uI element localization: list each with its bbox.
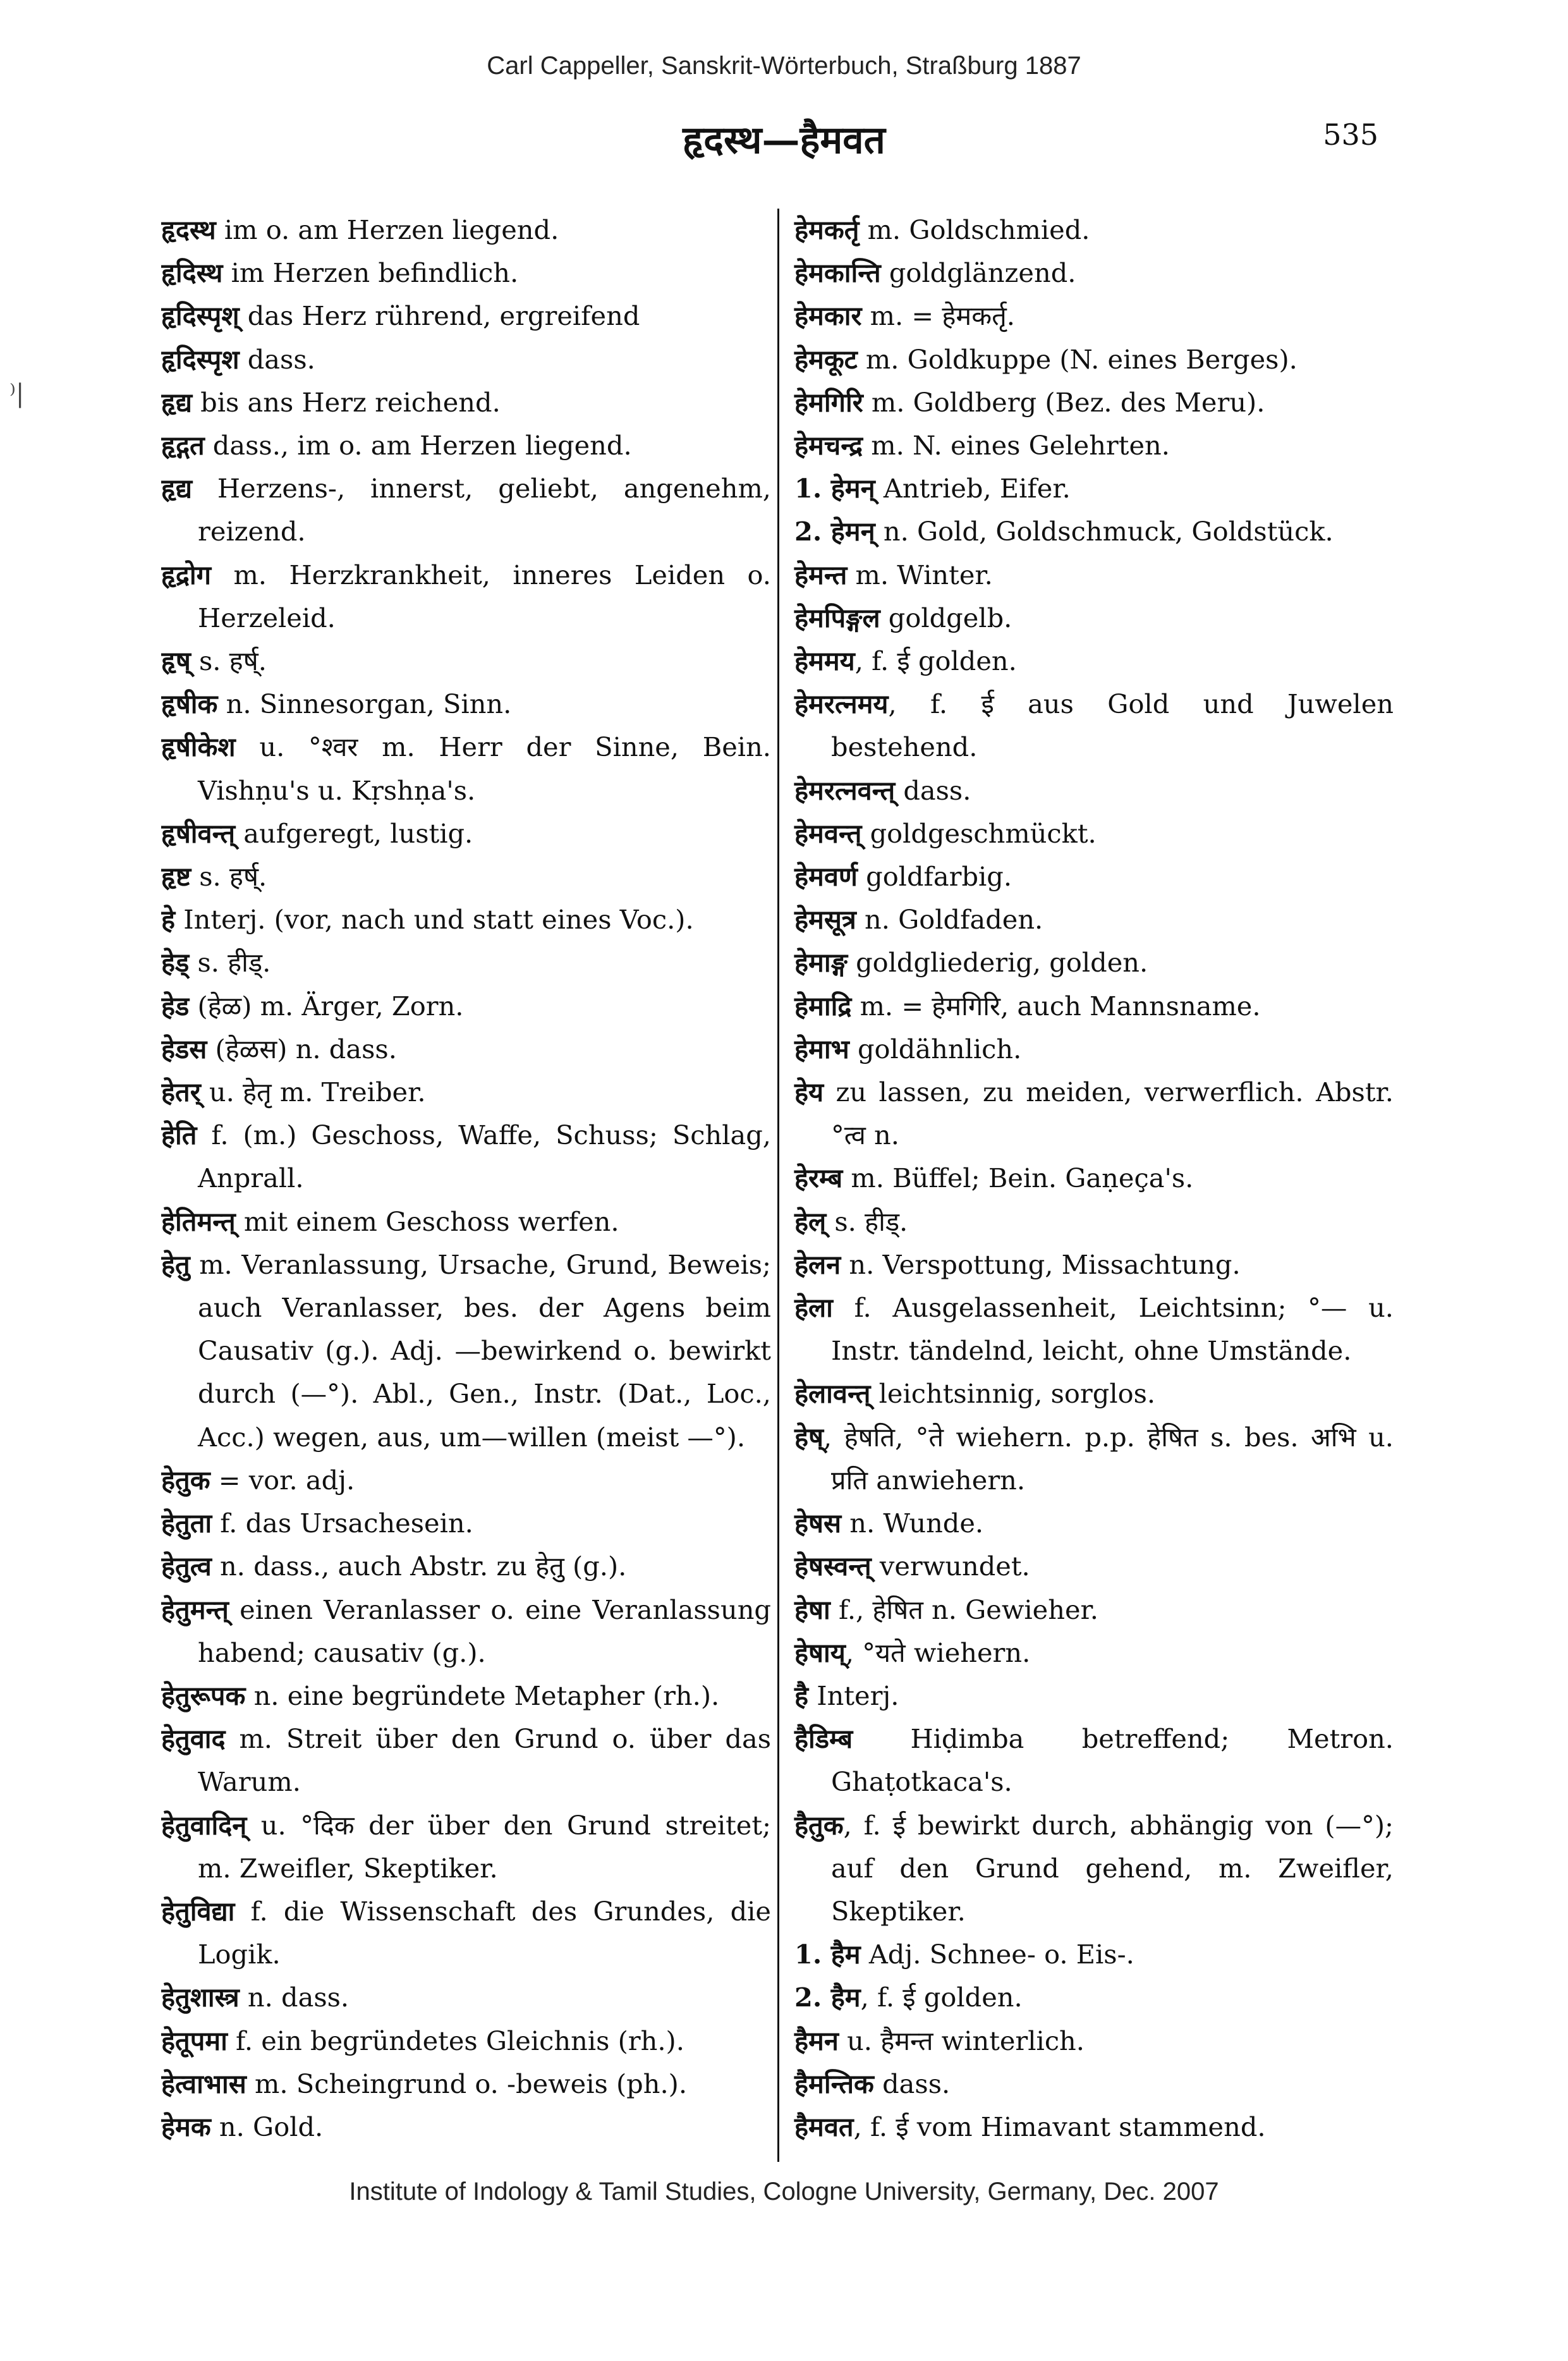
entry-headword: हृदिस्पृश्: [161, 300, 240, 332]
entry-definition: n. Gold, Goldschmuck, Goldstück.: [875, 516, 1334, 547]
entry-definition: , f. ई golden.: [860, 1982, 1023, 2013]
dictionary-entry: [161, 855, 771, 898]
entry-headword: हेमगिरि: [794, 386, 863, 418]
entry-headword: हेमपिङ्गल: [794, 602, 880, 633]
dictionary-entry: [161, 1459, 771, 1502]
dictionary-entry: [794, 1675, 1394, 1717]
entry-headword: हृदस्थ: [161, 214, 216, 245]
entry-definition: n. dass.: [239, 1982, 349, 2013]
entry-headword: हेतु: [161, 1248, 190, 1280]
entry-definition: dass., im o. am Herzen liegend.: [204, 430, 632, 461]
entry-headword: हेतुरूपक: [161, 1680, 246, 1711]
entry-definition: n. Gold.: [210, 2111, 324, 2142]
dictionary-entry: [794, 812, 1394, 855]
entry-headword: हेमाङ्ग: [794, 947, 848, 979]
dictionary-entry: [794, 2020, 1394, 2063]
entry-definition: dass.: [873, 2068, 951, 2099]
entry-headword: हेल्: [794, 1205, 827, 1237]
dictionary-entry: [794, 1286, 1394, 1372]
entry-definition: einen Veranlasser o. eine Veranlassung habend; causativ (g.).: [198, 1594, 771, 1668]
entry-definition: m. Scheingrund o. -beweis (ph.).: [246, 2068, 688, 2099]
entry-headword: हृदिस्थ: [161, 257, 223, 289]
entry-definition: s. हर्ष्.: [190, 645, 267, 677]
entry-definition: u. हैमन्त winterlich.: [838, 2025, 1085, 2056]
entry-definition: Herzens-, innerst, geliebt, angenehm, reizend.: [191, 473, 771, 547]
entry-headword: हृद्य: [161, 386, 192, 418]
dictionary-entry: [161, 209, 771, 252]
entry-definition: goldähnlich.: [849, 1033, 1022, 1065]
entry-headword: हेरम्ब: [794, 1162, 843, 1194]
dictionary-entry: [794, 597, 1394, 640]
entry-definition: m. Goldkuppe (N. eines Berges).: [857, 343, 1298, 375]
entry-definition: s. हीड्.: [189, 947, 271, 979]
dictionary-columns: [161, 209, 1394, 2162]
dictionary-entry: [794, 898, 1394, 941]
dictionary-entry: [794, 1589, 1394, 1632]
entry-definition: n. Verspottung, Missachtung.: [841, 1248, 1241, 1280]
dictionary-entry: [161, 1028, 771, 1071]
dictionary-entry: [794, 1372, 1394, 1415]
dictionary-entry: [794, 1933, 1394, 1976]
entry-definition: u. हेतृ m. Treiber.: [200, 1077, 426, 1108]
entry-definition: m. = हेमकर्तृ.: [861, 300, 1015, 332]
entry-definition: goldgeschmückt.: [861, 817, 1097, 849]
entry-headword: हेतूपमा: [161, 2025, 228, 2056]
entry-headword: हृदिस्पृश: [161, 343, 240, 375]
dictionary-entry: [161, 1243, 771, 1459]
dictionary-entry: [161, 2106, 771, 2149]
dictionary-entry: [161, 985, 771, 1028]
entry-definition: dass.: [895, 774, 971, 806]
entry-definition: , f. ई golden.: [854, 645, 1017, 677]
entry-headword: हैतुक: [794, 1809, 844, 1841]
dictionary-entry: [161, 1071, 771, 1114]
entry-headword: 2. हेमन्: [794, 516, 875, 547]
dictionary-entry: [161, 812, 771, 855]
dictionary-entry: [161, 1890, 771, 1976]
entry-headword: हेमकार: [794, 300, 862, 332]
entry-headword: 2. हैम: [794, 1982, 861, 2013]
dictionary-entry: [161, 1717, 771, 1803]
entry-headword: हेतुविद्या: [161, 1895, 235, 1927]
entry-headword: हे: [161, 904, 176, 936]
entry-definition: f. die Wissenschaft des Grundes, die Logik.: [198, 1895, 771, 1970]
entry-headword: हेतुमन्त्: [161, 1594, 229, 1625]
entry-headword: हृष्: [161, 645, 191, 677]
dictionary-entry: [794, 424, 1394, 467]
dictionary-entry: [794, 1071, 1394, 1157]
source-note: Carl Cappeller, Sanskrit-Wörterbuch, Straßburg 1887: [487, 52, 1081, 80]
page-number: 535: [1323, 118, 1378, 152]
entry-definition: m. Veranlassung, Ursache, Grund, Beweis; auch Veranlasser, bes. der Agens beim Causativ (g.). Adj. —bewirkend o. bewirkt durch (—°). Abl., Gen., Instr. (Dat., Loc., Acc.) wegen, aus, um—willen (meist —°).: [190, 1248, 771, 1453]
dictionary-entry: [161, 1114, 771, 1200]
entry-headword: हेमाभ: [794, 1033, 849, 1065]
dictionary-entry: [794, 1632, 1394, 1675]
entry-headword: हेड्: [161, 947, 190, 979]
entry-definition: u. °दिक der über den Grund streitet; m. Zweifler, Skeptiker.: [198, 1809, 771, 1884]
entry-headword: हेय: [794, 1077, 824, 1108]
dictionary-entry: [794, 683, 1394, 769]
entry-definition: f. ein begründetes Gleichnis (rh.).: [227, 2025, 684, 2056]
entry-definition: , f. ई vom Himavant stammend.: [853, 2111, 1266, 2142]
dictionary-entry: [161, 640, 771, 683]
entry-headword: हेतुता: [161, 1508, 212, 1539]
entry-headword: हेतुवाद: [161, 1723, 226, 1755]
entry-definition: s. हीड्.: [826, 1205, 908, 1237]
entry-headword: हेत्वाभास: [161, 2068, 246, 2099]
dictionary-entry: [794, 1028, 1394, 1071]
entry-headword: हेतुक: [161, 1464, 210, 1496]
entry-definition: = vor. adj.: [210, 1464, 355, 1496]
entry-definition: das Herz rührend, ergreifend: [239, 300, 640, 332]
entry-headword: हेष्: [794, 1421, 824, 1453]
entry-headword: हैमवत: [794, 2111, 854, 2142]
entry-definition: m. Streit über den Grund o. über das Warum.: [198, 1723, 771, 1798]
entry-definition: Interj. (vor, nach und statt eines Voc.).: [175, 904, 694, 936]
dictionary-entry: [794, 381, 1394, 424]
dictionary-entry: [161, 683, 771, 726]
entry-definition: mit einem Geschoss werfen.: [235, 1205, 619, 1237]
entry-definition: (हेळ) m. Ärger, Zorn.: [189, 990, 464, 1022]
entry-headword: हेलन: [794, 1248, 841, 1280]
entry-headword: हृष्ट: [161, 861, 191, 893]
entry-definition: , f. ई aus Gold und Juwelen bestehend.: [831, 688, 1394, 763]
entry-definition: m. Büffel; Bein. Gaṇeça's.: [842, 1162, 1194, 1194]
left-column: [161, 209, 771, 2162]
entry-headword: हृषीवन्त्: [161, 817, 236, 849]
entry-definition: aufgeregt, lustig.: [235, 817, 473, 849]
entry-headword: हृषीक: [161, 688, 218, 720]
entry-headword: हेतुत्व: [161, 1551, 212, 1582]
entry-headword: हेषा: [794, 1594, 830, 1625]
entry-definition: s. हर्ष्.: [191, 861, 267, 893]
entry-headword: हेषस: [794, 1508, 842, 1539]
dictionary-entry: [161, 2020, 771, 2063]
entry-headword: हेतिमन्त्: [161, 1205, 236, 1237]
entry-headword: हेलावन्त्: [794, 1378, 871, 1410]
dictionary-entry: [794, 1200, 1394, 1243]
entry-headword: 1. हैम: [794, 1939, 861, 1970]
dictionary-entry: [161, 252, 771, 295]
entry-definition: Antrieb, Eifer.: [875, 473, 1071, 504]
dictionary-entry: [794, 338, 1394, 381]
entry-headword: हृद्य: [161, 473, 192, 504]
entry-headword: हेमवन्त्: [794, 817, 862, 849]
entry-definition: , °यते wiehern.: [845, 1637, 1031, 1668]
entry-definition: bis ans Herz reichend.: [191, 386, 501, 418]
dictionary-entry: [794, 640, 1394, 683]
running-head: हृदस्थ—हैमवत: [683, 118, 885, 162]
entry-definition: n. Goldfaden.: [856, 904, 1043, 936]
dictionary-entry: [161, 1976, 771, 2019]
dictionary-entry: [794, 1717, 1394, 1803]
entry-definition: m. Goldschmied.: [859, 214, 1090, 245]
entry-definition: n. dass., auch Abstr. zu हेतु (g.).: [211, 1551, 627, 1582]
dictionary-entry: [161, 1589, 771, 1675]
entry-headword: हेमसूत्र: [794, 904, 856, 936]
entry-definition: zu lassen, zu meiden, verwerflich. Abstr. °त्व n.: [824, 1077, 1394, 1151]
dictionary-entry: [161, 898, 771, 941]
entry-headword: हेड: [161, 990, 190, 1022]
entry-headword: हेतुशास्त्र: [161, 1982, 240, 2013]
right-column: [788, 209, 1394, 2162]
entry-definition: dass.: [239, 343, 315, 375]
dictionary-entry: [794, 941, 1394, 984]
entry-headword: हेषाय्: [794, 1637, 846, 1668]
dictionary-entry: [794, 510, 1394, 553]
entry-headword: हेडस: [161, 1033, 207, 1065]
dictionary-entry: [794, 855, 1394, 898]
entry-headword: हेषस्वन्त्: [794, 1551, 872, 1582]
entry-definition: f. das Ursachesein.: [212, 1508, 473, 1539]
entry-definition: im o. am Herzen liegend.: [216, 214, 559, 245]
entry-definition: im Herzen befindlich.: [222, 257, 519, 289]
entry-definition: goldgelb.: [880, 602, 1012, 633]
dictionary-entry: [161, 338, 771, 381]
entry-definition: u. °श्वर m. Herr der Sinne, Bein. Vishṇu's u. Kṛshṇa's.: [198, 731, 771, 806]
dictionary-entry: [161, 1675, 771, 1717]
dictionary-entry: [794, 554, 1394, 597]
dictionary-entry: [161, 1545, 771, 1588]
dictionary-entry: [794, 295, 1394, 338]
dictionary-entry: [794, 1804, 1394, 1934]
entry-headword: हेमाद्रि: [794, 990, 852, 1022]
entry-definition: m. Winter.: [847, 559, 993, 590]
dictionary-entry: [794, 2063, 1394, 2106]
entry-headword: हेला: [794, 1292, 833, 1324]
entry-headword: हेमकर्तृ: [794, 214, 860, 245]
entry-headword: हेमकान्ति: [794, 257, 881, 289]
entry-headword: हेति: [161, 1119, 197, 1151]
entry-definition: m. Herzkrankheit, inneres Leiden o. Herzeleid.: [198, 559, 771, 633]
entry-definition: (हेळस) n. dass.: [207, 1033, 397, 1065]
entry-headword: हैमन: [794, 2025, 839, 2056]
dictionary-entry: [794, 1243, 1394, 1286]
entry-headword: हेतुवादिन्: [161, 1809, 247, 1841]
entry-headword: हेमवर्ण: [794, 861, 858, 893]
entry-headword: हेमक: [161, 2111, 211, 2142]
entry-definition: leichtsinnig, sorglos.: [870, 1378, 1156, 1410]
entry-definition: , f. ई bewirkt durch, abhängig von (—°); auf den Grund gehend, m. Zweifler, Skeptiker.: [831, 1809, 1394, 1927]
entry-headword: हेमरत्नमय: [794, 688, 889, 720]
dictionary-entry: [794, 2106, 1394, 2149]
dictionary-entry: [794, 1157, 1394, 1200]
entry-definition: f. Ausgelassenheit, Leichtsinn; °— u. Instr. tändelnd, leicht, ohne Umstände.: [831, 1292, 1394, 1367]
institute-note: Institute of Indology & Tamil Studies, Cologne University, Germany, Dec. 2007: [349, 2178, 1219, 2205]
dictionary-entry: [161, 424, 771, 467]
entry-headword: हैमन्तिक: [794, 2068, 874, 2099]
entry-headword: हेमन्त: [794, 559, 848, 590]
entry-definition: , हेषति, °ते wiehern. p.p. हेषित s. bes. अभि u. प्रति anwiehern.: [824, 1421, 1394, 1496]
entry-headword: हेतर्: [161, 1077, 201, 1108]
dictionary-entry: [161, 1200, 771, 1243]
dictionary-entry: [161, 295, 771, 338]
entry-definition: n. Sinnesorgan, Sinn.: [217, 688, 512, 720]
entry-definition: Adj. Schnee- o. Eis-.: [860, 1939, 1134, 1970]
entry-headword: हेमकूट: [794, 343, 858, 375]
entry-headword: हृद्रोग: [161, 559, 211, 590]
entry-headword: हैडिम्ब: [794, 1723, 853, 1755]
entry-definition: n. eine begründete Metapher (rh.).: [245, 1680, 720, 1711]
dictionary-entry: [794, 252, 1394, 295]
dictionary-entry: [161, 1502, 771, 1545]
entry-definition: goldfarbig.: [857, 861, 1012, 893]
dictionary-entry: [794, 1502, 1394, 1545]
entry-headword: हृषीकेश: [161, 731, 236, 763]
entry-definition: m. N. eines Gelehrten.: [863, 430, 1170, 461]
entry-definition: n. Wunde.: [841, 1508, 984, 1539]
entry-definition: f. (m.) Geschoss, Waffe, Schuss; Schlag, Anprall.: [197, 1119, 771, 1194]
entry-definition: Interj.: [808, 1680, 899, 1711]
dictionary-entry: [794, 209, 1394, 252]
entry-headword: है: [794, 1680, 809, 1711]
entry-definition: goldgliederig, golden.: [847, 947, 1148, 979]
entry-definition: verwundet.: [871, 1551, 1030, 1582]
column-divider: [777, 209, 779, 2162]
dictionary-entry: [161, 381, 771, 424]
dictionary-entry: [161, 467, 771, 553]
dictionary-entry: [161, 1804, 771, 1890]
dictionary-entry: [794, 1545, 1394, 1588]
dictionary-entry: [794, 1976, 1394, 2019]
entry-definition: m. Goldberg (Bez. des Meru).: [863, 386, 1265, 418]
entry-definition: Hiḍimba betreffend; Metron. Ghaṭotkaca's.: [831, 1723, 1394, 1798]
dictionary-entry: [794, 769, 1394, 812]
dictionary-entry: [161, 554, 771, 640]
margin-mark: ⁾|: [9, 379, 25, 408]
entry-definition: f., हेषित n. Gewieher.: [830, 1594, 1098, 1625]
dictionary-entry: [161, 941, 771, 984]
dictionary-entry: [794, 985, 1394, 1028]
entry-headword: हृद्गत: [161, 430, 205, 461]
entry-headword: हेमरत्नवन्त्: [794, 774, 896, 806]
entry-definition: goldglänzend.: [880, 257, 1076, 289]
dictionary-entry: [794, 1416, 1394, 1502]
entry-headword: हेममय: [794, 645, 855, 677]
dictionary-entry: [794, 467, 1394, 510]
dictionary-entry: [161, 726, 771, 812]
entry-definition: m. = हेमगिरि, auch Mannsname.: [851, 990, 1261, 1022]
dictionary-entry: [161, 2063, 771, 2106]
entry-headword: हेमचन्द्र: [794, 430, 863, 461]
entry-headword: 1. हेमन्: [794, 473, 875, 504]
